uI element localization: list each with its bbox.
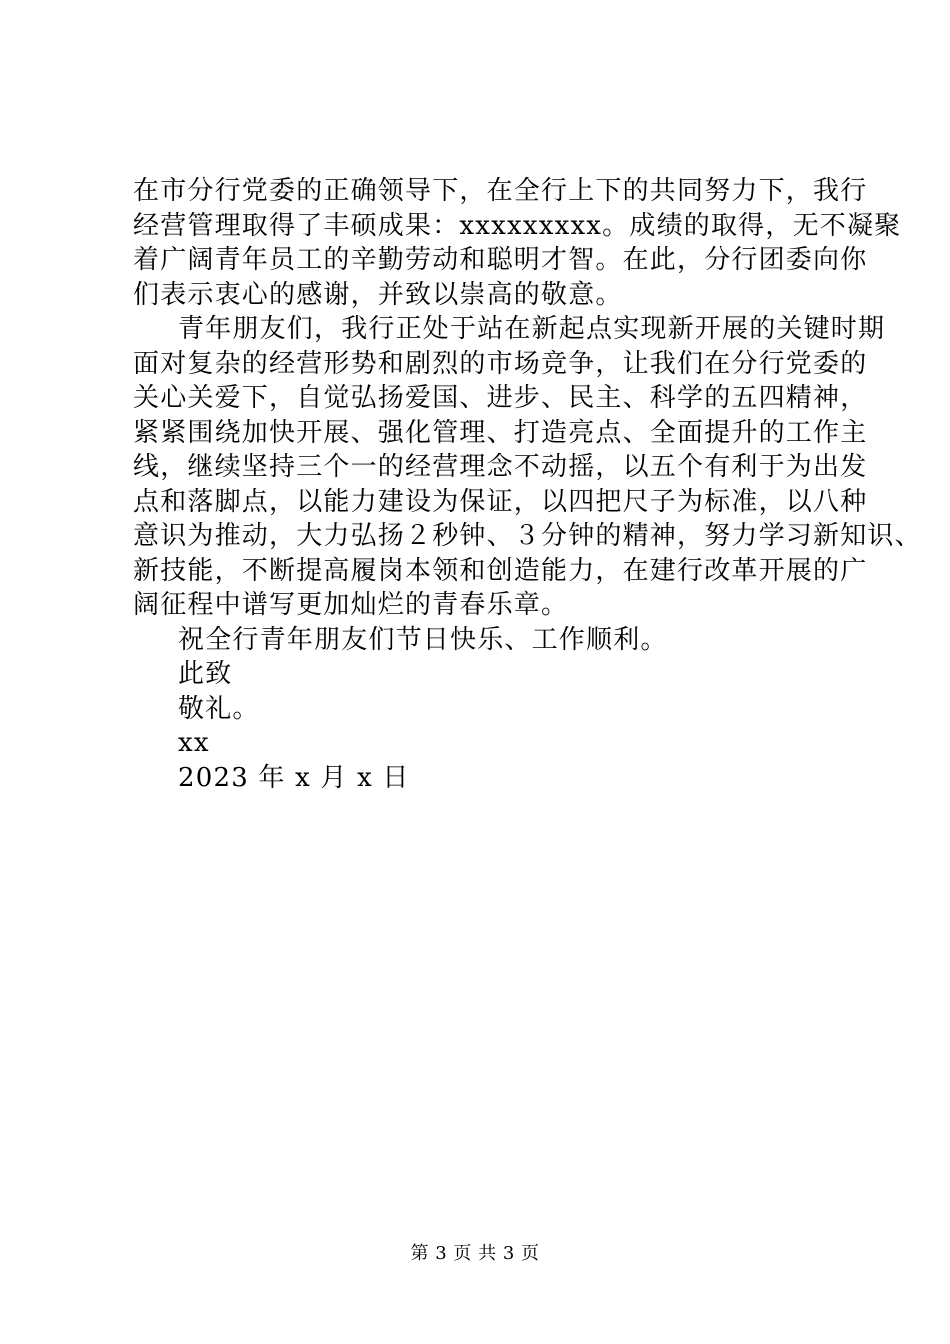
paragraph-2-line-2: 面对复杂的经营形势和剧烈的市场竞争，让我们在分行党委的 — [133, 348, 868, 379]
paragraph-1-line-3: 着广阔青年员工的辛勤劳动和聪明才智。在此，分行团委向你 — [133, 245, 868, 275]
page-number-label: 第 3 页 共 3 页 — [410, 1243, 540, 1264]
greeting-line: 祝全行青年朋友们节日快乐、工作顺利。 — [178, 624, 668, 655]
closing-regards: 敬礼。 — [178, 693, 260, 724]
page-footer — [0, 1242, 950, 1266]
paragraph-2-line-4: 紧紧围绕加快开展、强化管理、打造亮点、全面提升的工作主 — [133, 417, 868, 448]
paragraph-2-line-7: 意识为推动，大力弘扬２秒钟、３分钟的精神，努力学习新知识、 — [133, 521, 922, 551]
paragraph-1-line-2: 经营管理取得了丰硕成果：xxxxxxxxx。成绩的取得，无不凝聚 — [133, 210, 902, 241]
paragraph-2-line-9: 阔征程中谱写更加灿烂的青春乐章。 — [133, 590, 569, 620]
paragraph-2-line-6: 点和落脚点，以能力建设为保证，以四把尺子为标准，以八种 — [133, 486, 868, 517]
closing-salutation: 此致 — [178, 659, 233, 689]
signature-date: 2023 年 x 月 x 日 — [178, 762, 410, 793]
letter-body — [133, 174, 922, 795]
paragraph-2-line-3: 关心关爱下，自觉弘扬爱国、进步、民主、科学的五四精神， — [133, 383, 868, 413]
paragraph-2-line-1: 青年朋友们，我行正处于站在新起点实现新开展的关键时期 — [178, 314, 886, 344]
paragraph-1-line-1: 在市分行党委的正确领导下，在全行上下的共同努力下，我行 — [133, 176, 868, 206]
signature-name: xx — [178, 728, 210, 758]
paragraph-2-line-5: 线，继续坚持三个一的经营理念不动摇，以五个有利于为出发 — [133, 452, 868, 482]
paragraph-1-line-4: 们表示衷心的感谢，并致以崇高的敬意。 — [133, 279, 623, 310]
paragraph-2-line-8: 新技能，不断提高履岗本领和创造能力，在建行改革开展的广 — [133, 555, 868, 586]
